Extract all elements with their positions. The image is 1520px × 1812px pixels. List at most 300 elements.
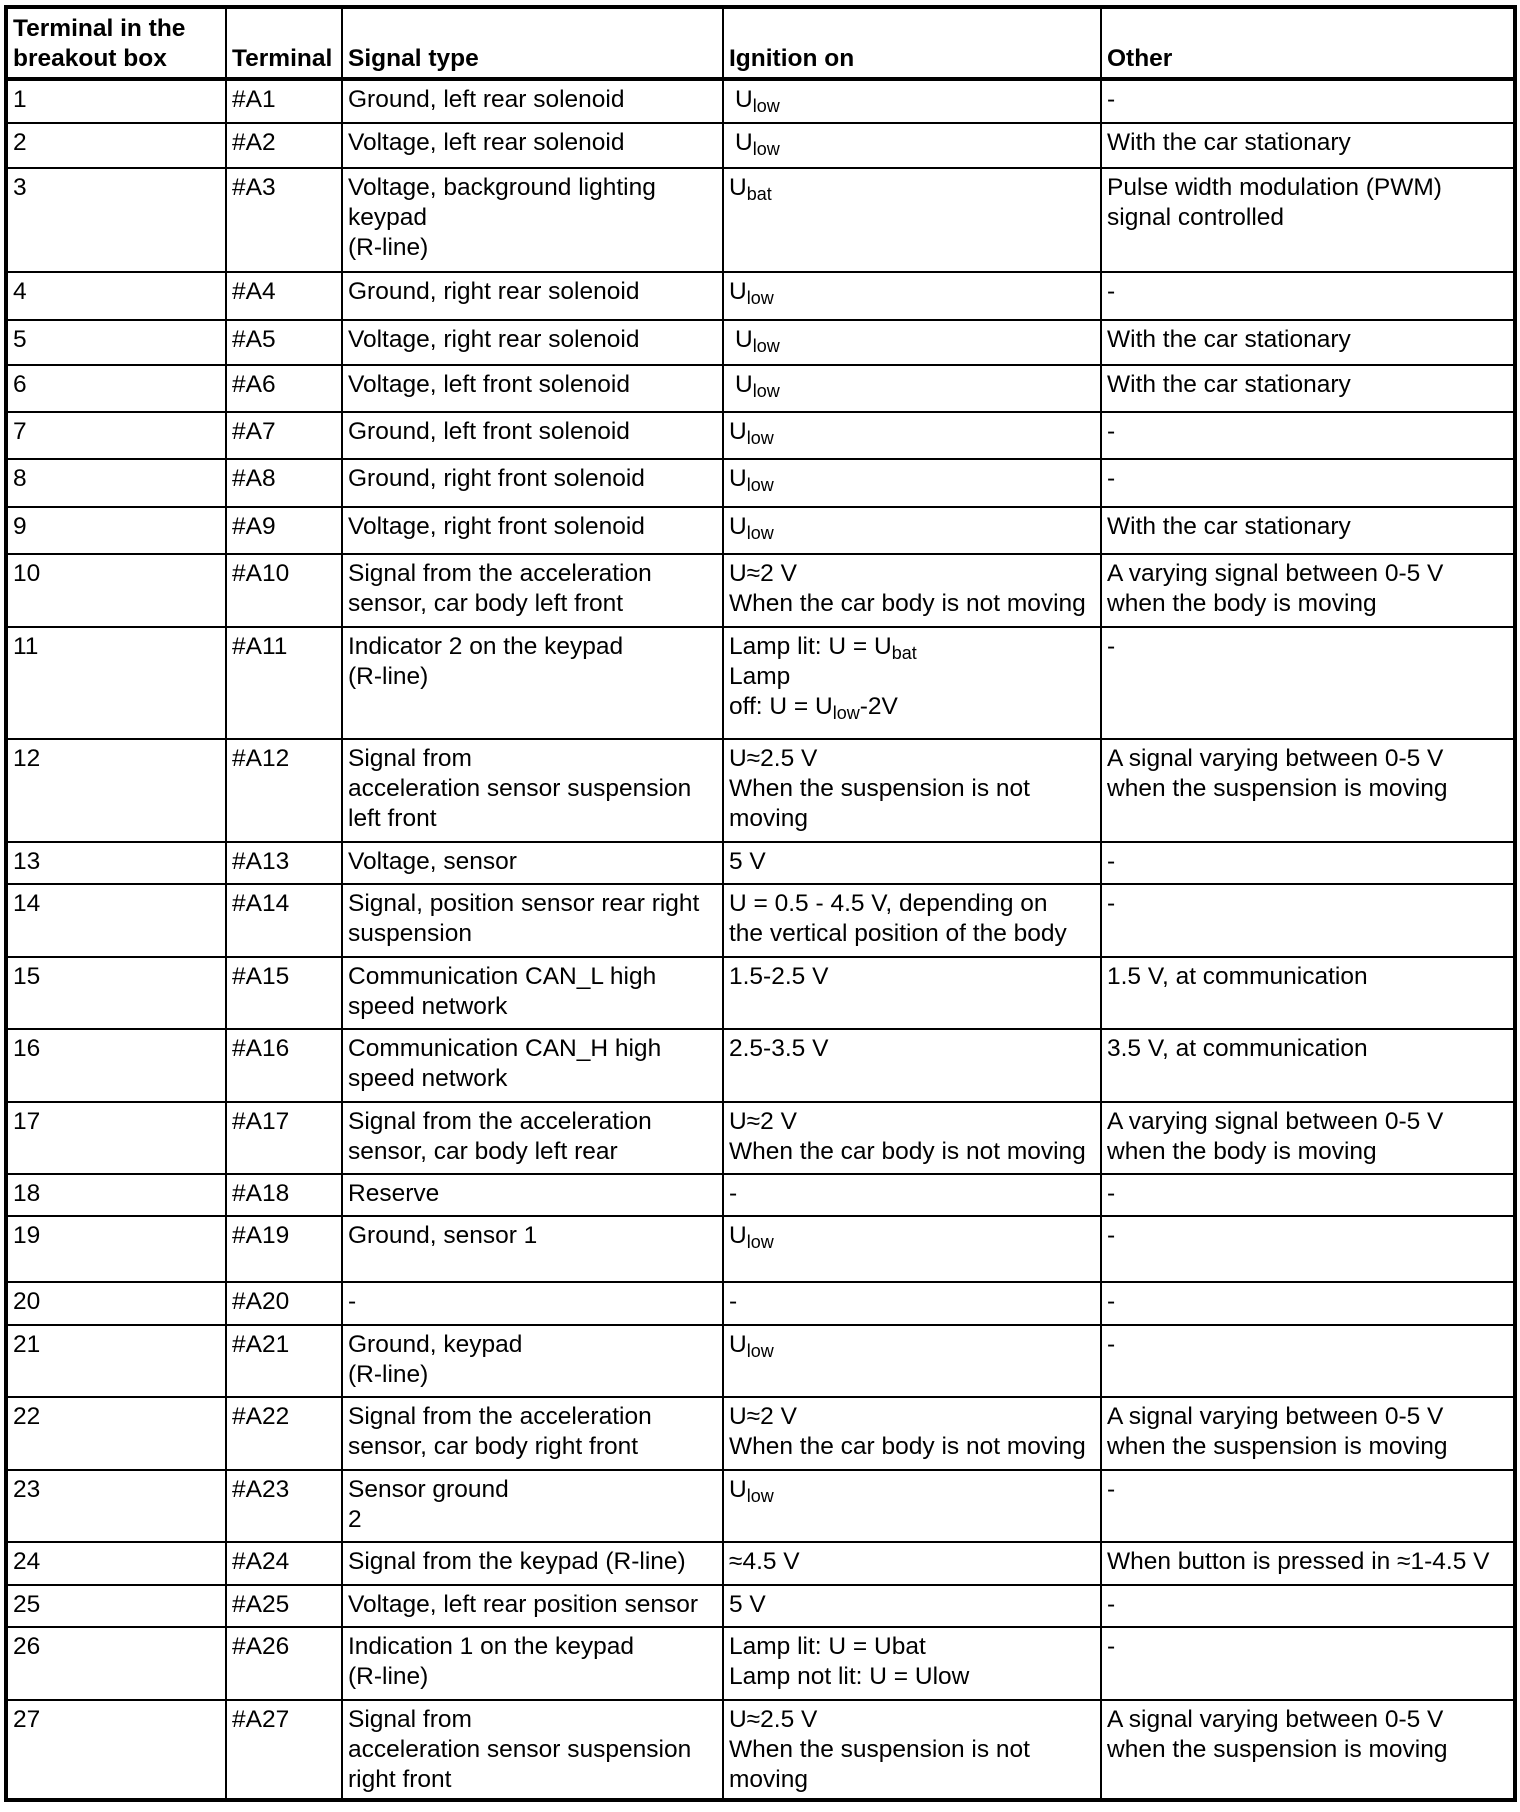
cell-breakout-terminal: [6, 739, 226, 842]
cell-signal-type: [342, 412, 723, 459]
cell-ignition-on: [723, 123, 1101, 168]
cell-text: -: [1107, 418, 1116, 445]
cell-text: 1.5 V, at communication: [1107, 963, 1368, 990]
cell-ignition-on: [723, 884, 1101, 957]
cell-ignition-on: [723, 554, 1101, 627]
cell-text: 2: [348, 1506, 362, 1533]
cell-other: [1101, 1470, 1515, 1542]
cell-text: Lamp: [729, 663, 791, 690]
cell-text: Ground, right rear solenoid: [348, 278, 640, 305]
cell-text: 14: [13, 890, 41, 917]
cell-terminal: [226, 842, 342, 884]
cell-text: #A1: [232, 86, 276, 113]
cell-text: 26: [13, 1633, 41, 1660]
cell-text: Signal from the keypad (R-line): [348, 1548, 686, 1575]
cell-text: With the car stationary: [1107, 129, 1351, 156]
cell-text: $U_{low}$: [729, 418, 774, 448]
cell-signal-type: [342, 842, 723, 884]
cell-text: With the car stationary: [1107, 513, 1351, 540]
cell-text: A signal varying between 0-5 V: [1107, 745, 1444, 772]
cell-other: [1101, 320, 1515, 365]
cell-terminal: [226, 1174, 342, 1216]
cell-terminal: [226, 365, 342, 412]
table-row: [6, 507, 1515, 554]
cell-text: 20: [13, 1288, 41, 1315]
cell-text: when the suspension is moving: [1107, 1433, 1448, 1460]
cell-text: 1: [13, 86, 27, 113]
cell-text: #A24: [232, 1548, 290, 1575]
terminal-table-container: [4, 5, 1513, 1802]
cell-text: 23: [13, 1476, 41, 1503]
cell-text: -: [1107, 1633, 1116, 1660]
cell-text: $U_{low}$: [729, 513, 774, 543]
cell-text: -: [1107, 465, 1116, 492]
cell-text: #A3: [232, 174, 276, 201]
cell-ignition-on: [723, 412, 1101, 459]
cell-text: U≈2 V: [729, 1108, 797, 1135]
cell-text: left front: [348, 805, 437, 832]
table-row: [6, 1282, 1515, 1325]
cell-text: 18: [13, 1180, 41, 1207]
table-row: [6, 459, 1515, 507]
header-terminal: [226, 7, 342, 79]
cell-text: When the car body is not moving: [729, 1433, 1086, 1460]
cell-text: U≈2.5 V: [729, 1706, 818, 1733]
cell-terminal: [226, 459, 342, 507]
table-row: [6, 1216, 1515, 1282]
cell-text: With the car stationary: [1107, 371, 1351, 398]
cell-terminal: [226, 1585, 342, 1627]
cell-breakout-terminal: [6, 1174, 226, 1216]
cell-text: Voltage, left rear solenoid: [348, 129, 625, 156]
cell-ignition-on: [723, 739, 1101, 842]
cell-signal-type: [342, 79, 723, 123]
cell-other: [1101, 627, 1515, 739]
cell-text: Signal from: [348, 1706, 472, 1733]
cell-text: when the suspension is moving: [1107, 1736, 1448, 1763]
table-row: [6, 1585, 1515, 1627]
cell-text: -: [1107, 1180, 1116, 1207]
cell-text: Signal from: [348, 745, 472, 772]
table-row: [6, 1542, 1515, 1585]
cell-breakout-terminal: [6, 1700, 226, 1800]
table-body: [6, 79, 1515, 1800]
cell-text: Communication CAN_L high: [348, 963, 657, 990]
cell-signal-type: [342, 459, 723, 507]
cell-other: [1101, 79, 1515, 123]
cell-text: 12: [13, 745, 41, 772]
header-text: Terminal in the: [13, 15, 186, 42]
cell-signal-type: [342, 884, 723, 957]
cell-signal-type: [342, 1397, 723, 1470]
cell-text: $U_{bat}$: [729, 174, 772, 204]
cell-text: #A7: [232, 418, 276, 445]
cell-terminal: [226, 412, 342, 459]
table-row: [6, 168, 1515, 272]
table-row: [6, 123, 1515, 168]
table-row: [6, 739, 1515, 842]
cell-ignition-on: [723, 1102, 1101, 1174]
cell-signal-type: [342, 1585, 723, 1627]
cell-terminal: [226, 168, 342, 272]
cell-terminal: [226, 739, 342, 842]
cell-signal-type: [342, 123, 723, 168]
table-row: [6, 1325, 1515, 1397]
cell-signal-type: [342, 1325, 723, 1397]
cell-text: Voltage, sensor: [348, 848, 517, 875]
cell-text: Lamp lit: U = Ubat: [729, 1633, 926, 1660]
cell-terminal: [226, 1102, 342, 1174]
cell-text: #A18: [232, 1180, 290, 1207]
cell-breakout-terminal: [6, 1585, 226, 1627]
cell-text: #A8: [232, 465, 276, 492]
cell-text: Indicator 2 on the keypad: [348, 633, 624, 660]
cell-signal-type: [342, 1700, 723, 1800]
cell-text: #A17: [232, 1108, 290, 1135]
cell-text: Voltage, left rear position sensor: [348, 1591, 699, 1618]
header-signal-type: [342, 7, 723, 79]
cell-breakout-terminal: [6, 1029, 226, 1102]
table-row: [6, 1102, 1515, 1174]
cell-terminal: [226, 1325, 342, 1397]
cell-text: 3.5 V, at communication: [1107, 1035, 1368, 1062]
cell-ignition-on: [723, 1174, 1101, 1216]
cell-breakout-terminal: [6, 320, 226, 365]
cell-signal-type: [342, 168, 723, 272]
cell-text: -: [1107, 86, 1116, 113]
cell-terminal: [226, 272, 342, 320]
cell-breakout-terminal: [6, 957, 226, 1029]
cell-text: When the car body is not moving: [729, 1138, 1086, 1165]
cell-ignition-on: [723, 1029, 1101, 1102]
cell-text: when the body is moving: [1107, 590, 1377, 617]
cell-text: moving: [729, 805, 808, 832]
cell-signal-type: [342, 272, 723, 320]
cell-text: #A27: [232, 1706, 290, 1733]
cell-terminal: [226, 1216, 342, 1282]
table-row: [6, 627, 1515, 739]
cell-text: right front: [348, 1766, 452, 1793]
cell-ignition-on: [723, 1325, 1101, 1397]
cell-text: 9: [13, 513, 27, 540]
cell-text: 5 V: [729, 848, 766, 875]
cell-text: A signal varying between 0-5 V: [1107, 1706, 1444, 1733]
cell-breakout-terminal: [6, 1470, 226, 1542]
cell-text: 3: [13, 174, 27, 201]
cell-text: #A26: [232, 1633, 290, 1660]
header-ignition-on: [723, 7, 1101, 79]
cell-text: When the suspension is not: [729, 1736, 1030, 1763]
cell-signal-type: [342, 1029, 723, 1102]
cell-text: -: [1107, 633, 1116, 660]
cell-text: -: [1107, 1476, 1116, 1503]
cell-terminal: [226, 1542, 342, 1585]
cell-text: Signal from the acceleration: [348, 1403, 652, 1430]
cell-terminal: [226, 1700, 342, 1800]
cell-text: #A4: [232, 278, 276, 305]
cell-ignition-on: [723, 1542, 1101, 1585]
table-row: [6, 1700, 1515, 1800]
cell-text: Reserve: [348, 1180, 440, 1207]
cell-text: Indication 1 on the keypad: [348, 1633, 635, 1660]
cell-terminal: [226, 884, 342, 957]
cell-text: #A12: [232, 745, 290, 772]
cell-text: -: [348, 1288, 357, 1315]
cell-ignition-on: [723, 320, 1101, 365]
table-row: [6, 412, 1515, 459]
cell-terminal: [226, 1470, 342, 1542]
cell-terminal: [226, 1029, 342, 1102]
cell-other: [1101, 1325, 1515, 1397]
cell-text: #A2: [232, 129, 276, 156]
cell-breakout-terminal: [6, 1282, 226, 1325]
cell-text: Communication CAN_H high: [348, 1035, 662, 1062]
header-text: Terminal: [232, 45, 333, 72]
cell-text: Ground, sensor 1: [348, 1222, 538, 1249]
cell-text: $U_{low}$: [729, 278, 774, 308]
cell-text: -: [729, 1180, 738, 1207]
cell-text: acceleration sensor suspension: [348, 1736, 692, 1763]
cell-text: #A9: [232, 513, 276, 540]
cell-text: (R-line): [348, 1361, 429, 1388]
cell-text: With the car stationary: [1107, 326, 1351, 353]
cell-text: signal controlled: [1107, 204, 1285, 231]
cell-breakout-terminal: [6, 79, 226, 123]
cell-text: (R-line): [348, 234, 429, 261]
cell-text: 21: [13, 1331, 41, 1358]
cell-text: sensor, car body left front: [348, 590, 624, 617]
cell-text: Voltage, background lighting: [348, 174, 656, 201]
cell-breakout-terminal: [6, 412, 226, 459]
cell-signal-type: [342, 1470, 723, 1542]
cell-other: [1101, 1542, 1515, 1585]
cell-signal-type: [342, 507, 723, 554]
cell-text: when the body is moving: [1107, 1138, 1377, 1165]
cell-breakout-terminal: [6, 168, 226, 272]
cell-other: [1101, 459, 1515, 507]
header-text: breakout box: [13, 45, 167, 72]
cell-breakout-terminal: [6, 1542, 226, 1585]
cell-text: #A25: [232, 1591, 290, 1618]
cell-ignition-on: [723, 272, 1101, 320]
cell-text: speed network: [348, 1065, 508, 1092]
cell-signal-type: [342, 1282, 723, 1325]
cell-text: -: [729, 1288, 738, 1315]
cell-other: [1101, 1102, 1515, 1174]
table-row: [6, 365, 1515, 412]
cell-text: #A15: [232, 963, 290, 990]
cell-text: 15: [13, 963, 41, 990]
cell-text: A varying signal between 0-5 V: [1107, 560, 1444, 587]
cell-ignition-on: [723, 1627, 1101, 1700]
header-breakout-terminal: [6, 7, 226, 79]
cell-other: [1101, 1029, 1515, 1102]
cell-terminal: [226, 79, 342, 123]
cell-other: [1101, 554, 1515, 627]
cell-text: U≈2 V: [729, 1403, 797, 1430]
cell-other: [1101, 1174, 1515, 1216]
cell-text: speed network: [348, 993, 508, 1020]
cell-ignition-on: [723, 365, 1101, 412]
cell-text: sensor, car body right front: [348, 1433, 639, 1460]
cell-text: 13: [13, 848, 41, 875]
cell-text: Ground, left rear solenoid: [348, 86, 625, 113]
cell-text: 27: [13, 1706, 41, 1733]
cell-terminal: [226, 1627, 342, 1700]
terminal-table: [4, 5, 1517, 1802]
table-row: [6, 554, 1515, 627]
cell-terminal: [226, 507, 342, 554]
cell-ignition-on: [723, 1282, 1101, 1325]
cell-other: [1101, 957, 1515, 1029]
cell-other: [1101, 739, 1515, 842]
cell-text: Voltage, left front solenoid: [348, 371, 630, 398]
cell-signal-type: [342, 1627, 723, 1700]
cell-text: 5: [13, 326, 27, 353]
cell-text: Lamp not lit: U = Ulow: [729, 1663, 970, 1690]
cell-text: Voltage, right rear solenoid: [348, 326, 640, 353]
cell-text: Ground, keypad: [348, 1331, 523, 1358]
table-row: [6, 1029, 1515, 1102]
cell-text: $U_{low}$: [735, 371, 780, 401]
cell-text: Pulse width modulation (PWM): [1107, 174, 1442, 201]
cell-text: $U_{low}$: [735, 326, 780, 356]
cell-text: sensor, car body left rear: [348, 1138, 618, 1165]
header-text: Other: [1107, 45, 1173, 72]
cell-text: A varying signal between 0-5 V: [1107, 1108, 1444, 1135]
cell-breakout-terminal: [6, 1102, 226, 1174]
cell-breakout-terminal: [6, 123, 226, 168]
table-row: [6, 272, 1515, 320]
table-row: [6, 884, 1515, 957]
cell-text: #A13: [232, 848, 290, 875]
cell-text: -: [1107, 1288, 1116, 1315]
cell-text: Ground, left front solenoid: [348, 418, 630, 445]
cell-text: the vertical position of the body: [729, 920, 1067, 947]
table-row: [6, 320, 1515, 365]
cell-text: $U_{low}$: [729, 1331, 774, 1361]
cell-text: When the car body is not moving: [729, 590, 1086, 617]
cell-text: 4: [13, 278, 27, 305]
cell-breakout-terminal: [6, 627, 226, 739]
cell-other: [1101, 123, 1515, 168]
cell-ignition-on: [723, 1700, 1101, 1800]
cell-ignition-on: [723, 842, 1101, 884]
cell-text: 17: [13, 1108, 41, 1135]
cell-signal-type: [342, 1542, 723, 1585]
cell-text: moving: [729, 1766, 808, 1793]
header-row: [6, 7, 1515, 79]
cell-other: [1101, 1216, 1515, 1282]
cell-text: -: [1107, 890, 1116, 917]
cell-breakout-terminal: [6, 365, 226, 412]
cell-text: when the suspension is moving: [1107, 775, 1448, 802]
cell-breakout-terminal: [6, 554, 226, 627]
cell-other: [1101, 842, 1515, 884]
cell-text: 10: [13, 560, 41, 587]
cell-breakout-terminal: [6, 459, 226, 507]
table-row: [6, 1627, 1515, 1700]
cell-breakout-terminal: [6, 1397, 226, 1470]
cell-signal-type: [342, 627, 723, 739]
cell-text: $U_{low}$: [735, 86, 780, 116]
cell-terminal: [226, 627, 342, 739]
cell-text: (R-line): [348, 663, 429, 690]
cell-other: [1101, 1627, 1515, 1700]
cell-breakout-terminal: [6, 884, 226, 957]
cell-text: 5 V: [729, 1591, 766, 1618]
cell-other: [1101, 1397, 1515, 1470]
cell-signal-type: [342, 1216, 723, 1282]
cell-ignition-on: [723, 957, 1101, 1029]
cell-text: 25: [13, 1591, 41, 1618]
cell-breakout-terminal: [6, 842, 226, 884]
cell-text: Signal from the acceleration: [348, 560, 652, 587]
cell-other: [1101, 412, 1515, 459]
cell-text: When button is pressed in ≈1-4.5 V: [1107, 1548, 1490, 1575]
cell-text: 16: [13, 1035, 41, 1062]
cell-text: 2: [13, 129, 27, 156]
cell-breakout-terminal: [6, 507, 226, 554]
cell-text: #A23: [232, 1476, 290, 1503]
table-row: [6, 1397, 1515, 1470]
cell-text: -: [1107, 848, 1116, 875]
cell-text: suspension: [348, 920, 472, 947]
cell-text: -: [1107, 278, 1116, 305]
table-row: [6, 1470, 1515, 1542]
cell-terminal: [226, 1397, 342, 1470]
cell-other: [1101, 884, 1515, 957]
cell-signal-type: [342, 957, 723, 1029]
cell-other: [1101, 507, 1515, 554]
cell-text: $U_{low}$: [735, 129, 780, 159]
cell-ignition-on: [723, 459, 1101, 507]
header-text: Ignition on: [729, 45, 855, 72]
cell-text: acceleration sensor suspension: [348, 775, 692, 802]
cell-signal-type: [342, 1174, 723, 1216]
cell-text: #A10: [232, 560, 290, 587]
cell-text: #A14: [232, 890, 290, 917]
cell-ignition-on: [723, 1585, 1101, 1627]
cell-text: 1.5-2.5 V: [729, 963, 829, 990]
cell-signal-type: [342, 739, 723, 842]
cell-other: [1101, 1700, 1515, 1800]
cell-other: [1101, 365, 1515, 412]
cell-text: When the suspension is not: [729, 775, 1030, 802]
cell-text: -: [1107, 1331, 1116, 1358]
cell-terminal: [226, 320, 342, 365]
table-header: [6, 7, 1515, 79]
cell-text: Ground, right front solenoid: [348, 465, 645, 492]
cell-text: Signal from the acceleration: [348, 1108, 652, 1135]
cell-other: [1101, 1282, 1515, 1325]
cell-ignition-on: [723, 168, 1101, 272]
cell-ignition-on: [723, 1470, 1101, 1542]
cell-text: (R-line): [348, 1663, 429, 1690]
cell-text: off: $U = U_{low}-2V$: [729, 693, 898, 723]
table-row: [6, 79, 1515, 123]
cell-terminal: [226, 554, 342, 627]
header-other: [1101, 7, 1515, 79]
cell-ignition-on: [723, 507, 1101, 554]
cell-text: ≈4.5 V: [729, 1548, 800, 1575]
cell-text: 2.5-3.5 V: [729, 1035, 829, 1062]
table-row: [6, 842, 1515, 884]
cell-text: #A20: [232, 1288, 290, 1315]
cell-text: U≈2.5 V: [729, 745, 818, 772]
cell-text: keypad: [348, 204, 428, 231]
cell-text: -: [1107, 1222, 1116, 1249]
